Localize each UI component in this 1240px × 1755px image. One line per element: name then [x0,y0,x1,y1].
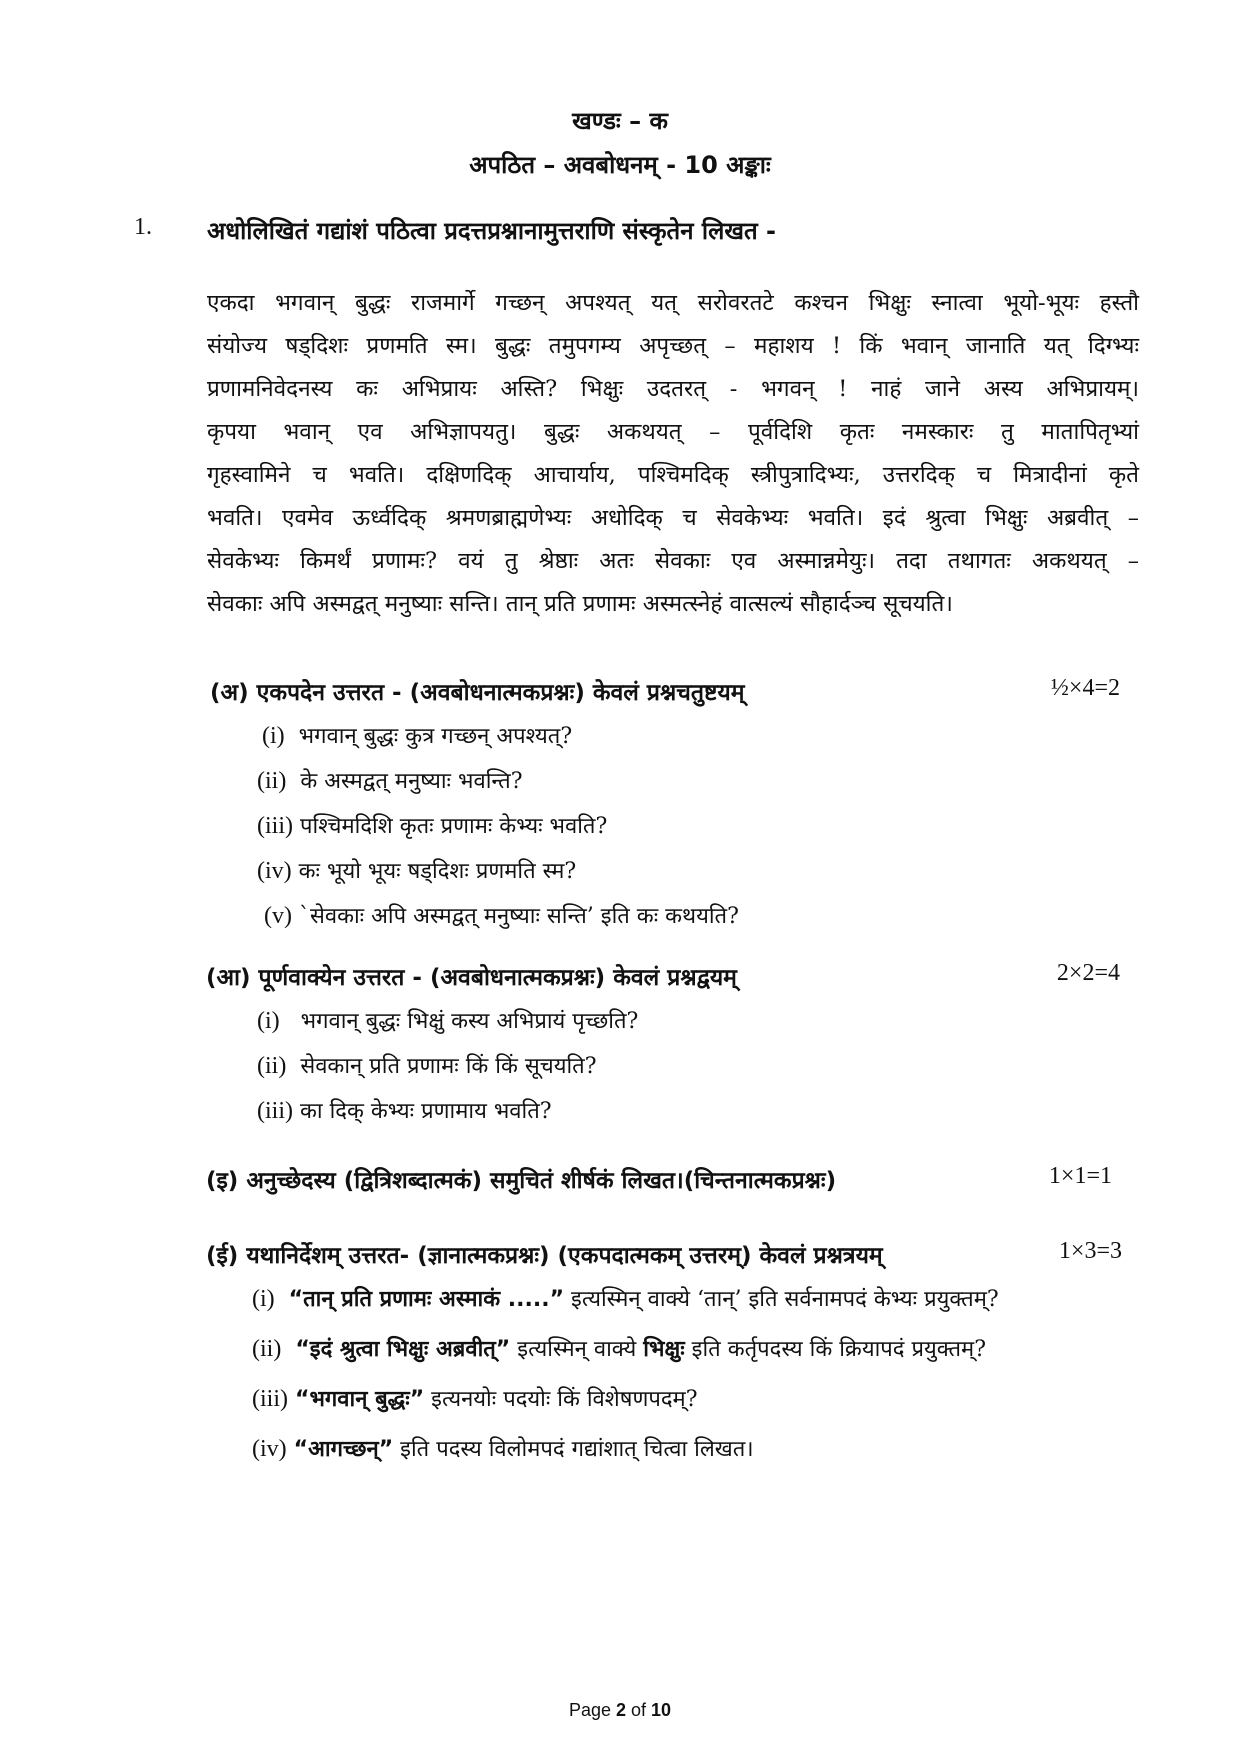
item-text: इति कर्तृपदस्य किं क्रियापदं प्रयुक्तम्? [684,1337,987,1362]
section-subtitle: अपठित – अवबोधनम् - 10 अङ्काः [469,151,771,179]
item-number: (iv) [257,858,292,884]
item-text: `सेवकाः अपि अस्मद्वत् मनुष्याः सन्ति’ इति कः कथयति? [298,904,739,929]
item-quote: “भगवान् बुद्धः” [295,1387,425,1412]
section-d-marks: 1×3=3 [1058,1238,1122,1264]
item-text: भगवान् बुद्धः कुत्र गच्छन् अपश्यत्? [298,724,573,749]
item-text: इत्यनयोः पदयोः किं विशेषणपदम्? [424,1387,698,1412]
passage-line: भवति। एवमेव ऊर्ध्वदिक् श्रमणब्राह्मणेभ्यः अधोदिक् च सेवकेभ्यः भवति। इदं श्रुत्वा भिक्षुः अब्रवीत् – [207,505,1139,531]
section-b-heading: (आ) पूर्णवाक्येन उत्तरत - (अवबोधनात्मकप्रश्नः) केवलं प्रश्नद्वयम् [206,965,737,991]
item-number: (ii) [252,1336,282,1362]
item-text: इत्यस्मिन् वाक्ये [510,1337,644,1362]
footer-middle: of [626,1700,652,1720]
footer-prefix: Page [568,1700,616,1720]
section-d-item [252,1283,999,1313]
page-current: 2 [615,1700,626,1720]
page-footer [0,1700,1240,1721]
section-d-item [252,1383,698,1413]
item-text: इति पदस्य विलोमपदं गद्यांशात् चित्वा लिखत। [393,1437,754,1462]
section-c-marks: 1×1=1 [1048,1163,1112,1189]
section-d-heading: (ई) यथानिर्देशम् उत्तरत- (ज्ञानात्मकप्रश्नः) (एकपदात्मकम् उत्तरम्) केवलं प्रश्नत्रयम् [206,1243,883,1269]
item-number: (iii) [257,1098,293,1124]
item-quote: “तान् प्रति प्रणामः अस्माकं .....” [288,1287,565,1312]
section-d-item [252,1333,986,1363]
passage-line: सेवकाः अपि अस्मद्वत् मनुष्याः सन्ति। तान् प्रति प्रणामः अस्मत्स्नेहं वात्सल्यं सौहार्दञ्च सूचयति। [207,591,953,617]
passage-line: प्रणामनिवेदनस्य कः अभिप्रायः अस्ति? भिक्षुः उदतरत् - भगवन् ! नाहं जाने अस्य अभिप्रायम्। [207,376,1139,402]
item-text: के अस्मद्वत् मनुष्याः भवन्ति? [300,769,523,794]
section-b-marks: 2×2=4 [1056,960,1120,986]
item-text: पश्चिमदिशि कृतः प्रणामः केभ्यः भवति? [300,814,608,839]
section-c-heading: (इ) अनुच्छेदस्य (द्वित्रिशब्दात्मकं) समुचितं शीर्षकं लिखत।(चिन्तनात्मकप्रश्नः) [206,1168,837,1194]
item-quote: “आगच्छन्” [293,1437,394,1462]
section-a-item [264,900,739,930]
section-d-item [252,1433,754,1463]
item-keyword: भिक्षुः [643,1337,685,1362]
question-instruction: अधोलिखितं गद्यांशं पठित्वा प्रदत्तप्रश्नानामुत्तराणि संस्कृतेन लिखत - [207,217,776,245]
item-number: (iv) [252,1436,287,1462]
item-quote: “इदं श्रुत्वा भिक्षुः अब्रवीत्” [295,1337,511,1362]
item-text: सेवकान् प्रति प्रणामः किं किं सूचयति? [300,1054,597,1079]
section-a-marks: ½×4=2 [1050,675,1120,701]
item-number: (v) [264,903,292,929]
item-text: भगवान् बुद्धः भिक्षुं कस्य अभिप्रायं पृच्छति? [300,1009,639,1034]
item-number: (iii) [252,1386,288,1412]
item-number: (ii) [257,768,287,794]
section-b-item [257,1050,597,1080]
page-total: 10 [651,1700,672,1720]
item-number: (i) [257,1008,280,1034]
passage-line: सेवकेभ्यः किमर्थं प्रणामः? वयं तु श्रेष्ठाः अतः सेवकाः एव अस्मान्नमेयुः। तदा तथागतः अकथयत् – [207,548,1139,574]
item-text: कः भूयो भूयः षड्दिशः प्रणमति स्म? [298,859,577,884]
section-a-item [257,810,607,840]
passage-line: कृपया भवान् एव अभिज्ञापयतु। बुद्धः अकथयत् – पूर्वदिशि कृतः नमस्कारः तु मातापितृभ्यां [207,419,1139,445]
section-title: खण्डः – क [572,107,668,135]
item-number: (iii) [257,813,293,839]
passage-line: संयोज्य षड्दिशः प्रणमति स्म। बुद्धः तमुपगम्य अपृच्छत् – महाशय ! किं भवान् जानाति यत् दिग्भ्यः [207,333,1139,359]
item-number: (i) [252,1286,275,1312]
passage-line: गृहस्वामिने च भवति। दक्षिणदिक् आचार्याय, पश्चिमदिक् स्त्रीपुत्रादिभ्यः, उत्तरदिक् च मित्रादीनां कृते [207,462,1139,488]
section-b-item [257,1095,552,1125]
passage [207,282,1139,626]
section-a-item [257,855,576,885]
section-a-item [262,720,572,750]
item-text: इत्यस्मिन् वाक्ये ‘तान्’ इति सर्वनामपदं केभ्यः प्रयुक्तम्? [564,1287,999,1312]
question-number: 1. [134,214,152,240]
section-a-heading: (अ) एकपदेन उत्तरत - (अवबोधनात्मकप्रश्नः) केवलं प्रश्नचतुष्टयम् [210,680,745,706]
passage-line: एकदा भगवान् बुद्धः राजमार्गे गच्छन् अपश्यत् यत् सरोवरतटे कश्चन भिक्षुः स्नात्वा भूयो-भूयः हस्तौ [207,290,1139,316]
item-number: (ii) [257,1053,287,1079]
item-text: का दिक् केभ्यः प्रणामाय भवति? [300,1099,552,1124]
section-b-item [257,1005,638,1035]
section-a-item [257,765,523,795]
item-number: (i) [262,723,285,749]
